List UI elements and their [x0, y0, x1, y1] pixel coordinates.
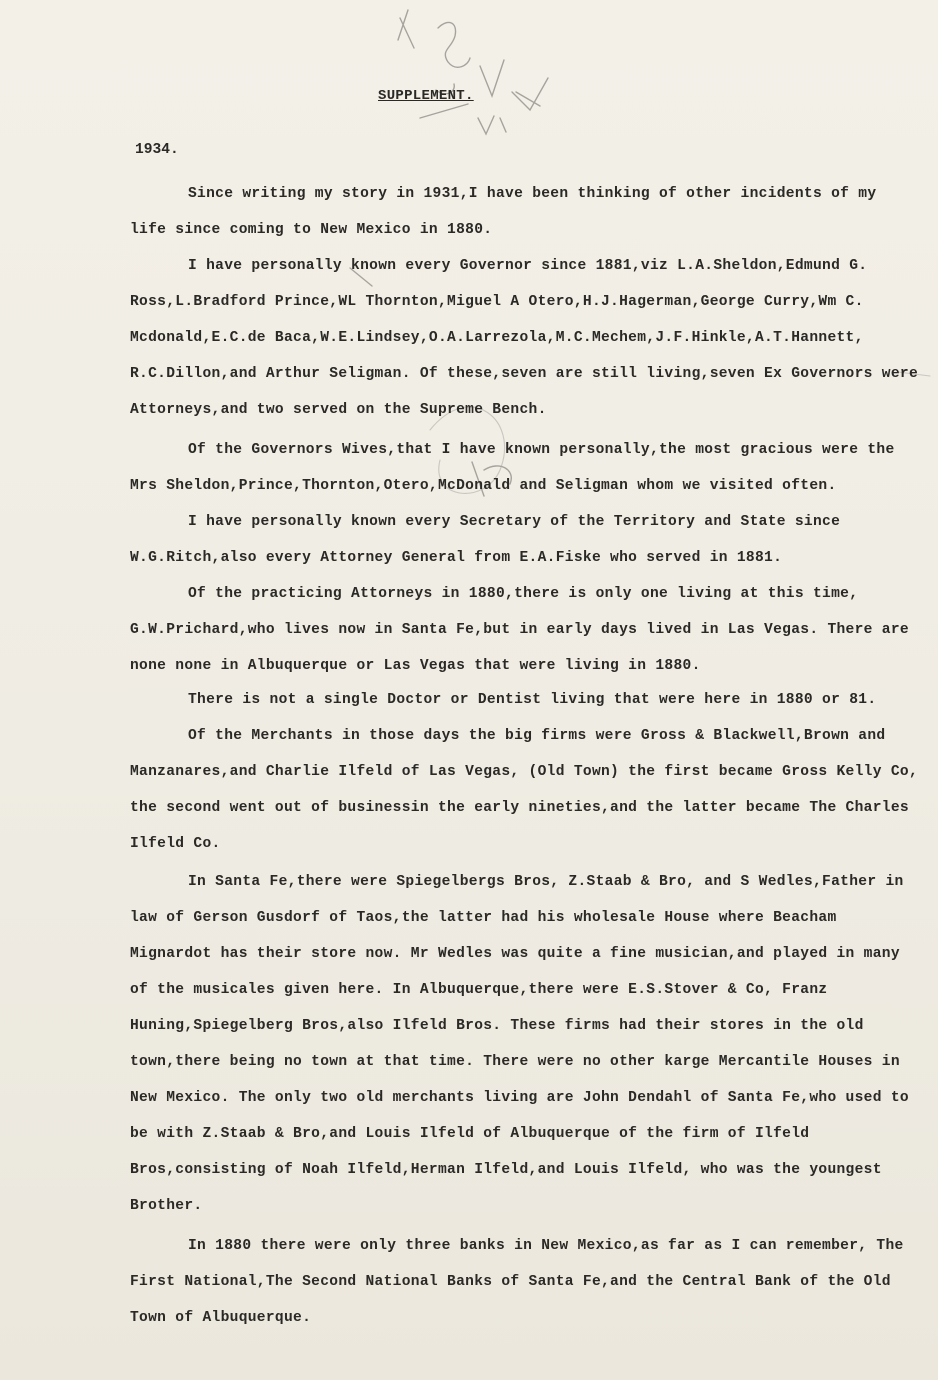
- paragraph: Since writing my story in 1931,I have been thinking of other incidents of my life since coming to New Mexico in 1880.: [130, 186, 877, 238]
- paragraph: In 1880 there were only three banks in New Mexico,as far as I can remember, The First National,The Second National Banks of Santa Fe,and the Central Bank of the Old Town of Albuquerque.: [130, 1238, 904, 1326]
- paragraph: Of the Merchants in those days the big firms were Gross & Blackwell,Brown and Manzanares,and Charlie Ilfeld of Las Vegas, (Old Town) the first became Gross Kelly Co, the second went out of businessin the early nineties,and the latter became The Charles Ilfeld Co.: [130, 728, 919, 852]
- paragraph: I have personally known every Governor since 1881,viz L.A.Sheldon,Edmund G. Ross,L.Bradford Prince,WL Thornton,Miguel A Otero,H.J.Hagerman,George Curry,Wm C. Mcdonald,E.C.de Baca,W.E.Lindsey,O.A.Larrezola,M.C.Mechem,J.F.Hinkle,A.T.Hannett, R.C.Dillon,and Arthur Seligman. Of these,seven are still living,seven Ex Governors were Attorneys,and two served on the Supreme Bench.: [130, 258, 919, 418]
- paragraph: There is not a single Doctor or Dentist living that were here in 1880 or 81.: [188, 692, 877, 708]
- document-date: 1934.: [135, 142, 179, 158]
- document-heading: SUPPLEMENT.: [378, 88, 474, 104]
- paragraph: Of the Governors Wives,that I have known personally,the most gracious were the Mrs Sheldon,Prince,Thornton,Otero,McDonald and Seligman whom we visited often.: [130, 442, 895, 494]
- paragraph: Of the practicing Attorneys in 1880,there is only one living at this time, G.W.Prichard,who lives now in Santa Fe,but in early days lived in Las Vegas. There are none none in Albuquerque or Las Vegas that were living in 1880.: [130, 586, 909, 674]
- paragraph: I have personally known every Secretary of the Territory and State since W.G.Ritch,also every Attorney General from E.A.Fiske who served in 1881.: [130, 514, 841, 566]
- paragraph: In Santa Fe,there were Spiegelbergs Bros, Z.Staab & Bro, and S Wedles,Father in law of Gerson Gusdorf of Taos,the latter had his wholesale House where Beacham Mignardot has their store now. Mr Wedles was quite a fine musician,and played in many of the musicales given here. In Albuquerque,there were E.S.Stover & Co, Franz Huning,Spiegelberg Bros,also Ilfeld Bros. These firms had their stores in the old town,there being no town at that time. There were no other karge Mercantile Houses in New Mexico. The only two old merchants living are John Dendahl of Santa Fe,who used to be with Z.Staab & Bro,and Louis Ilfeld of Albuquerque of the firm of Ilfeld Bros,consisting of Noah Ilfeld,Herman Ilfeld,and Louis Ilfeld, who was the youngest Brother.: [130, 874, 909, 1214]
